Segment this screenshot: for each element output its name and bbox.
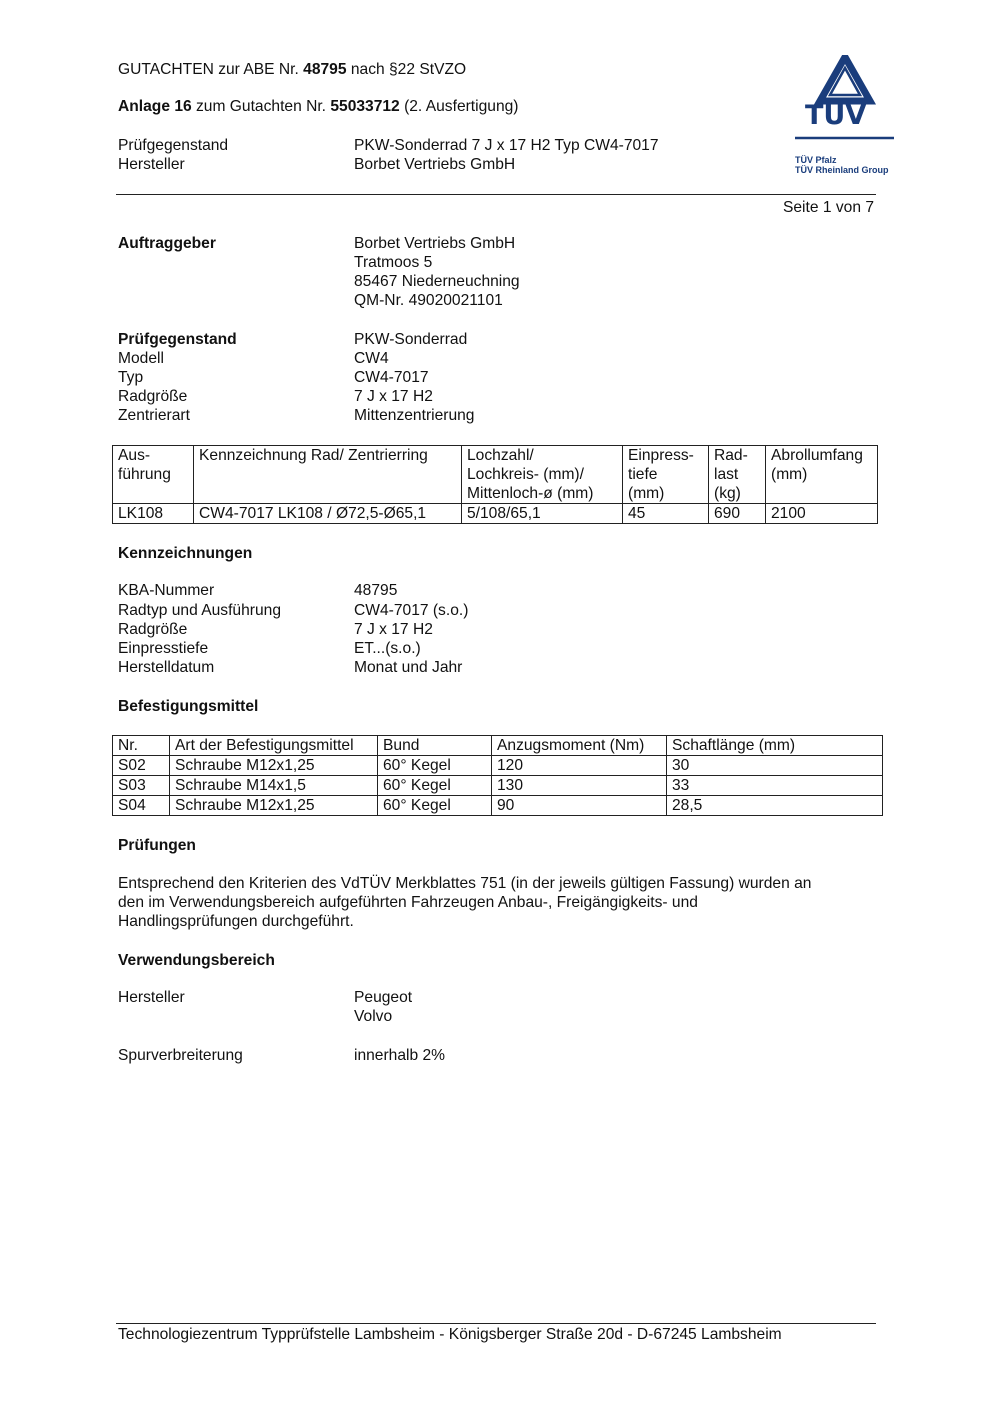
table-header-cell: Aus- führung	[113, 446, 194, 504]
table-header-cell: Art der Befestigungsmittel	[170, 736, 378, 756]
table-header-row	[113, 736, 883, 756]
table-row	[113, 796, 883, 816]
paragraph-line: den im Verwendungsbereich aufgeführten Fahrzeugen Anbau-, Freigängigkeits- und	[118, 894, 698, 911]
table-cell: 33	[667, 776, 883, 796]
client-address	[354, 234, 520, 310]
page-number: Seite 1 von 7	[782, 199, 874, 216]
markings-heading: Kennzeichnungen	[118, 545, 253, 562]
table-header-cell: Rad- last (kg)	[709, 446, 766, 504]
client-label: Auftraggeber	[118, 235, 216, 252]
client-line: Borbet Vertriebs GmbH	[354, 235, 516, 252]
table-header-cell: Einpress- tiefe (mm)	[623, 446, 709, 504]
table-row	[113, 504, 878, 524]
client-line: QM-Nr. 49020021101	[354, 292, 503, 309]
footer-rule	[116, 1323, 876, 1324]
table-row	[113, 776, 883, 796]
table-cell: S03	[113, 776, 170, 796]
paragraph-line: Entsprechend den Kriterien des VdTÜV Merkblattes 751 (in der jeweils gültigen Fassung) wurden an	[118, 875, 812, 892]
fasteners-table	[112, 735, 883, 816]
table-cell: 28,5	[667, 796, 883, 816]
report-title: GUTACHTEN zur ABE Nr. 48795 nach §22 StVZO	[118, 61, 467, 78]
table-cell: 130	[492, 776, 667, 796]
table-header-cell: Kennzeichnung Rad/ Zentrierring	[194, 446, 462, 504]
table-header-cell: Schaftlänge (mm)	[667, 736, 883, 756]
table-cell: 90	[492, 796, 667, 816]
table-cell: Schraube M12x1,25	[170, 796, 378, 816]
table-cell: 60° Kegel	[378, 776, 492, 796]
tuv-logo-line1: TÜV Pfalz	[795, 155, 837, 165]
paragraph-line: Handlingsprüfungen durchgeführt.	[118, 913, 354, 930]
table-cell: CW4-7017 LK108 / Ø72,5-Ø65,1	[194, 504, 462, 524]
table-cell: 2100	[766, 504, 878, 524]
table-cell: 5/108/65,1	[462, 504, 623, 524]
usage-heading: Verwendungsbereich	[118, 952, 275, 969]
table-header-cell: Bund	[378, 736, 492, 756]
table-cell: S02	[113, 756, 170, 776]
client-line: 85467 Niederneuchning	[354, 273, 520, 290]
table-cell: 30	[667, 756, 883, 776]
client-line: Tratmoos 5	[354, 254, 433, 271]
table-cell: S04	[113, 796, 170, 816]
tests-paragraph	[118, 874, 811, 931]
footer-address: Technologiezentrum Typprüfstelle Lambsheim - Königsberger Straße 20d - D-67245 Lambsheim	[118, 1326, 782, 1343]
table-cell: 60° Kegel	[378, 796, 492, 816]
tests-heading: Prüfungen	[118, 837, 196, 854]
table-header-cell: Nr.	[113, 736, 170, 756]
table-header-cell: Anzugsmoment (Nm)	[492, 736, 667, 756]
tuv-logo	[790, 55, 900, 180]
header-rule	[116, 194, 876, 195]
table-cell: 45	[623, 504, 709, 524]
table-row	[113, 756, 883, 776]
wheel-table	[112, 445, 878, 524]
table-cell: 120	[492, 756, 667, 776]
table-header-cell: Lochzahl/ Lochkreis- (mm)/ Mittenloch-ø (mm)	[462, 446, 623, 504]
table-cell: Schraube M14x1,5	[170, 776, 378, 796]
table-header-row	[113, 446, 878, 504]
fasteners-heading: Befestigungsmittel	[118, 698, 259, 715]
table-header-cell: Abrollumfang (mm)	[766, 446, 878, 504]
manufacturer-item: Peugeot	[354, 989, 413, 1006]
table-cell: 690	[709, 504, 766, 524]
table-cell: Schraube M12x1,25	[170, 756, 378, 776]
tuv-wordmark: TÜV	[805, 100, 867, 131]
table-cell: LK108	[113, 504, 194, 524]
table-cell: 60° Kegel	[378, 756, 492, 776]
annex-title: Anlage 16 zum Gutachten Nr. 55033712 (2. Ausfertigung)	[118, 98, 519, 115]
tuv-logo-line2: TÜV Rheinland Group	[795, 165, 889, 175]
manufacturer-item: Volvo	[354, 1008, 393, 1025]
